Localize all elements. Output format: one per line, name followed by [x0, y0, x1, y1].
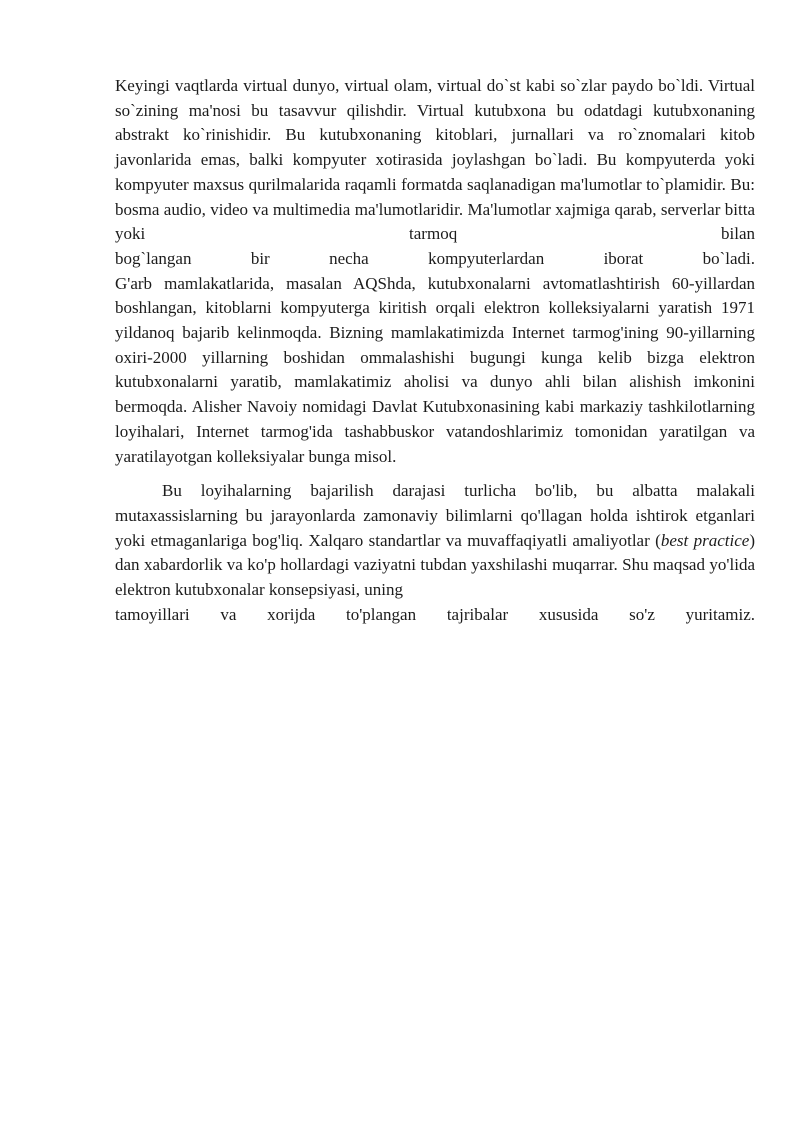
document-page [115, 74, 755, 627]
paragraph-text-line: tamoyillari va xorijda to'plangan tajribalar xususida so'z yuritamiz. [115, 604, 755, 624]
paragraph-text-part: ) dan xabardorlik va ko'p hollardagi vaziyatni tubdan yaxshilashi muqarrar. Shu maqsad yo'lida elektron kutubxonalar konsepsiyasi, uning [115, 530, 755, 600]
paragraph-text-part: Keyingi vaqtlarda virtual dunyo, virtual olam, virtual do`st kabi so`zlar paydo bo`ldi. Virtual so`zining ma'nosi bu tasavvur qilishdir. Virtual kutubxona bu odatdagi kutubxonaning abstrakt ko`rinishidir. Bu kutubxonaning kitoblari, jurnallari va ro`znomalari kitob javonlarida emas, balki kompyuter xotirasida joylashgan bo`ladi. Bu kompyuterda yoki kompyuter maxsus qurilmalarida raqamli formatda saqlanadigan ma'lumotlar to`plamidir. Bu: bosma audio, video va multimedia ma'lumotlaridir. Ma'lumotlar xajmiga qarab, serverlar bitta yoki tarmoq bilan [115, 76, 755, 244]
paragraph-text-part: Bu loyihalarning bajarilish darajasi turlicha bo'lib, bu albatta malakali mutaxassislarning bu jarayonlarda zamonaviy bilimlarni qo'llagan holda ishtirok etganlari yoki etmaganlariga bog'liq. Xalqaro standartlar va muvaffaqiyatli amaliyotlar ( [115, 481, 755, 550]
paragraph-text-part: G'arb mamlakatlarida, masalan AQShda, kutubxonalarni avtomatlashtirish 60-yillardan boshlangan, kitoblarni kompyuterga kiritish orqali elektron kolleksiyalarni yaratish 1971 yildanoq bajarib kelinmoqda. Bizning mamlakatimizda Internet tarmog'ining 90-yillarning oxiri-2000 yillarning boshidan ommalashishi bugungi kunga kelib bizga elektron kutubxonalarni yaratib, mamlakatimiz aholisi va dunyo ahli bilan alishish imkonini bermoqda. Alisher Navoiy nomidagi Davlat Kutubxonasining kabi markaziy tashkilotlarning loyihalari, Internet tarmog'ida tashabbuskor vatandoshlarimiz tomonidan yaratilgan va yaratilayotgan kolleksiyalar bunga misol. [115, 273, 755, 466]
paragraph-virtual-library [115, 74, 755, 469]
paragraph-projects [115, 479, 755, 627]
paragraph-text-line: bog`langan bir necha kompyuterlardan iborat bo`ladi. [115, 248, 755, 268]
italic-term: best practice [660, 530, 750, 550]
